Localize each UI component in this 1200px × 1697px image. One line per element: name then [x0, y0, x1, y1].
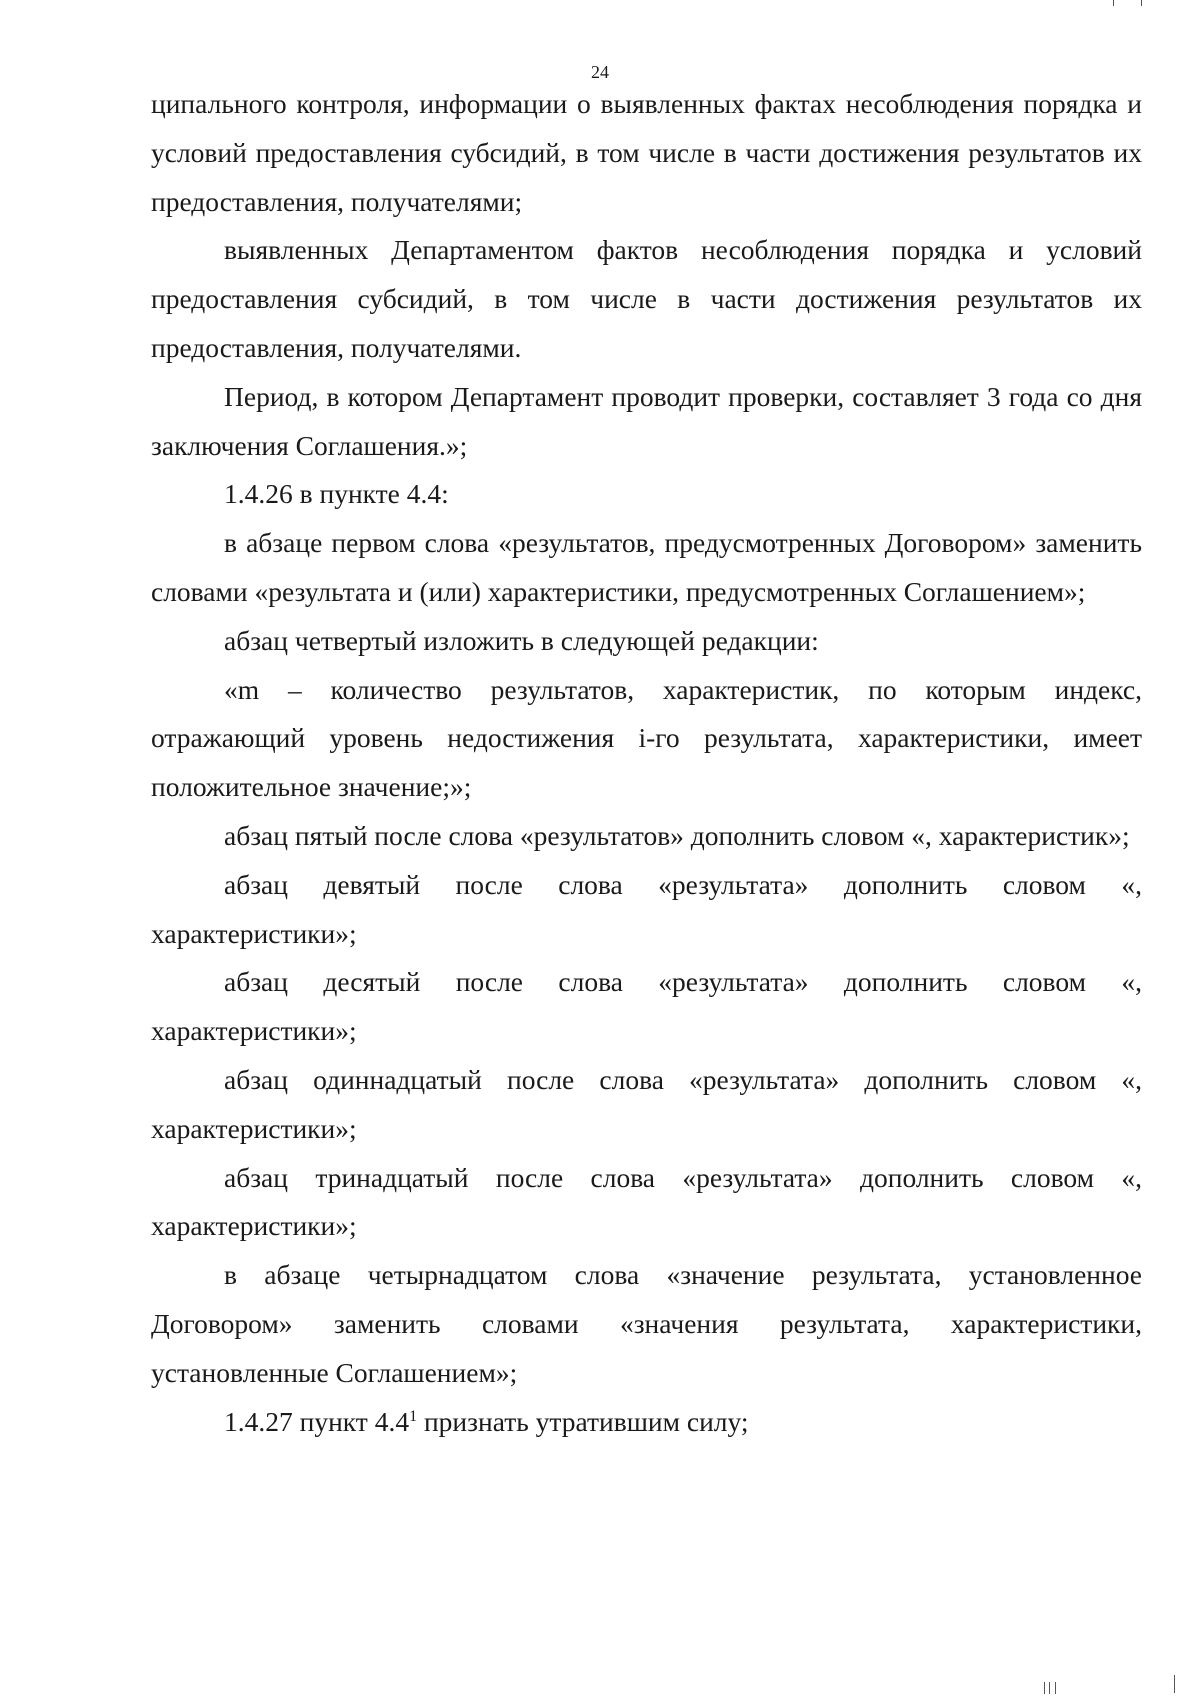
paragraph-text: 1.4.27 пункт 4.4	[224, 1405, 410, 1437]
paragraph	[151, 958, 1142, 1056]
paragraph-text: ципального контроля, информации о выявленных фактах несоблюдения порядка и условий предоставления субсидий, в том числе в части достижения результатов их предоставления, получателями;	[151, 88, 1142, 217]
paragraph	[151, 519, 1142, 617]
paragraph-text: выявленных Департаментом фактов несоблюдения порядка и условий предоставления субсидий, в том числе в части достижения результатов их предоставления, получателями.	[151, 234, 1142, 363]
paragraph-text: в абзаце первом слова «результатов, предусмотренных Договором» заменить словами «результата и (или) характеристики, предусмотренных Соглашением»;	[151, 527, 1142, 607]
paragraph	[151, 80, 1142, 226]
scan-mark-bottom-right-4	[1174, 1675, 1175, 1693]
scan-mark-bottom-right	[1044, 1682, 1045, 1694]
paragraph	[151, 226, 1142, 372]
scan-mark-top-right	[1113, 0, 1114, 6]
paragraph	[151, 812, 1142, 861]
paragraph-text: абзац тринадцатый после слова «результата» дополнить словом «, характеристики»;	[151, 1161, 1142, 1242]
scan-mark-top-right-2	[1141, 0, 1142, 6]
paragraph-text: «m – количество результатов, характеристик, по которым индекс, отражающий уровень недостижения i-го результата, характеристики, имеет положительное значение;»;	[151, 673, 1142, 803]
paragraph	[151, 617, 1142, 666]
paragraph	[151, 1056, 1142, 1154]
paragraph-text: абзац десятый после слова «результата» дополнить словом «, характеристики»;	[151, 966, 1142, 1047]
paragraph	[151, 861, 1142, 959]
paragraph	[151, 1154, 1142, 1252]
paragraph	[151, 666, 1142, 812]
scan-mark-bottom-right-3	[1055, 1682, 1056, 1694]
paragraph-text: абзац одиннадцатый после слова «результата» дополнить словом «, характеристики»;	[151, 1063, 1142, 1144]
paragraph	[151, 1251, 1142, 1397]
paragraph-text: абзац девятый после слова «результата» дополнить словом «, характеристики»;	[151, 868, 1142, 949]
paragraph-text: 1.4.26 в пункте 4.4:	[224, 478, 449, 510]
document-body	[151, 80, 1142, 1446]
paragraph-text: абзац пятый после слова «результатов» дополнить словом «, характеристик»;	[224, 819, 1130, 851]
paragraph-text: абзац четвертый изложить в следующей редакции:	[224, 624, 819, 656]
paragraph-text: в абзаце четырнадцатом слова «значение результата, установленное Договором» заменить словами «значения результата, характеристики, установленные Соглашением»;	[151, 1259, 1142, 1388]
page-number: 24	[591, 62, 609, 82]
paragraph-text: признать утратившим силу;	[417, 1405, 749, 1437]
superscript-text: 1	[409, 1407, 418, 1425]
paragraph-text: Период, в котором Департамент проводит проверки, составляет 3 года со дня заключения Соглашения.»;	[151, 380, 1142, 461]
paragraph	[151, 373, 1142, 471]
scan-mark-bottom-right-2	[1049, 1682, 1050, 1694]
paragraph	[151, 470, 1142, 519]
paragraph	[151, 1398, 1142, 1447]
